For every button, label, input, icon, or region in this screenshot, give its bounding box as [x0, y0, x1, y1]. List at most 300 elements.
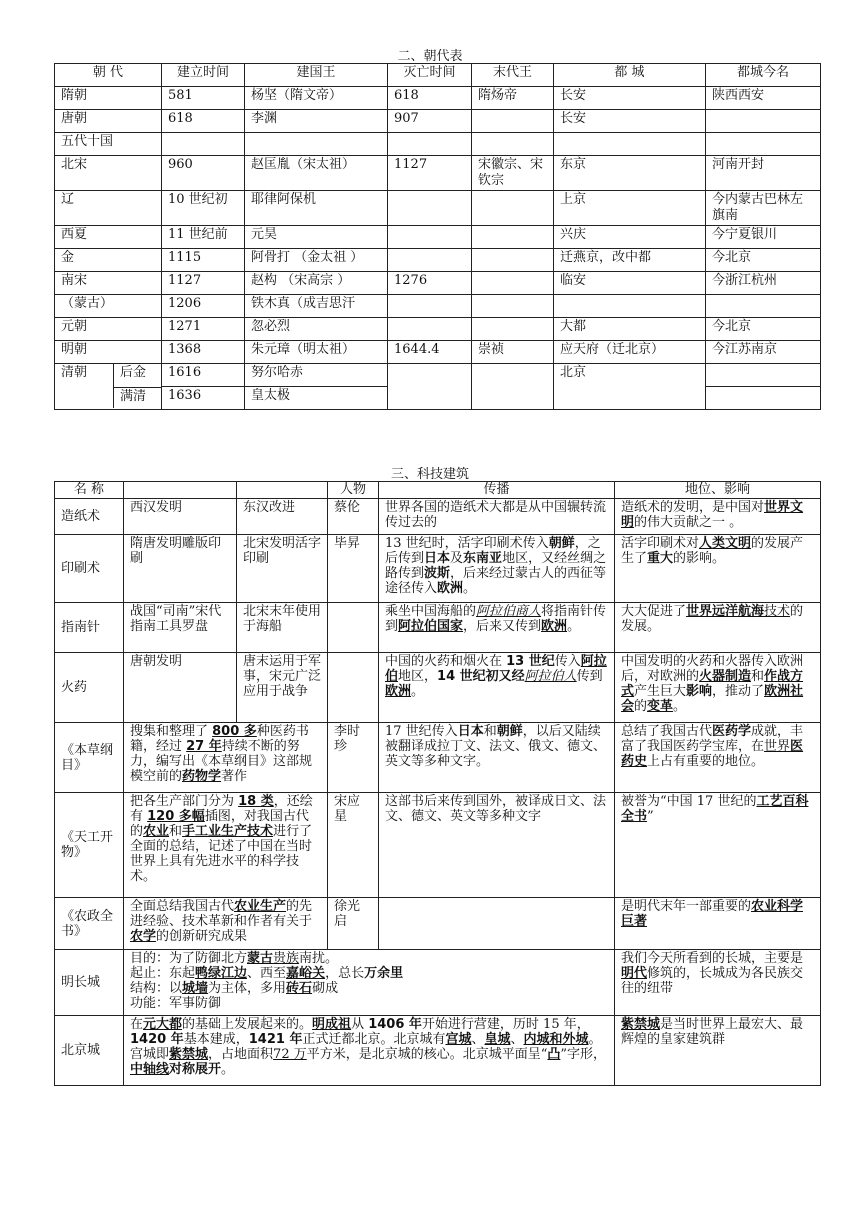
table-row	[55, 499, 821, 535]
key-term: 14 世纪初又经	[437, 669, 525, 684]
dynasty-name: 明朝	[55, 341, 162, 364]
sub-dynasty-name: 满清	[120, 389, 147, 404]
spread-text	[379, 535, 615, 603]
text-run: 地区，又经丝绸之路传到	[385, 551, 607, 581]
text-run: 、	[471, 1032, 485, 1047]
item-name: 明长城	[55, 950, 124, 1016]
modern-name: 今宁夏银川	[706, 226, 821, 249]
table-row	[55, 898, 821, 950]
text-run: 成就，丰富了我国医药学宝库，在	[621, 724, 804, 754]
founder: 努尔哈赤	[245, 364, 388, 387]
impact-text	[615, 603, 821, 653]
text-run: 中国的火药和烟火在	[385, 654, 507, 669]
text-run: 、西至	[247, 966, 287, 981]
ended-time	[388, 191, 472, 226]
last-ruler	[472, 318, 554, 341]
last-ruler	[472, 272, 554, 295]
header-blank-1	[124, 482, 237, 499]
key-term: 日本	[424, 551, 451, 566]
spread-text	[379, 653, 615, 723]
modern-name: 今浙江杭州	[706, 272, 821, 295]
dynasty-header-row	[55, 64, 821, 87]
dynasty-name: 五代十国	[55, 133, 162, 156]
tech-table	[54, 481, 821, 1086]
key-term: 农业科学巨著	[621, 899, 804, 929]
item-name: 北京城	[55, 1016, 124, 1086]
key-term: 作战方式	[621, 669, 804, 699]
founded-time: 960	[162, 156, 245, 191]
key-term: 世界文明	[621, 500, 804, 530]
capital: 迁燕京，改中都	[554, 249, 706, 272]
modern-name	[706, 387, 821, 410]
key-term: 技术	[764, 604, 791, 619]
content-text	[124, 723, 328, 793]
sub-dynasty-name: 后金	[114, 364, 161, 388]
text-run: 的发展。	[621, 604, 804, 634]
development-stage: 北宋末年使用于海船	[237, 603, 328, 653]
key-term: 1406 年	[368, 1017, 422, 1032]
header-person: 人物	[328, 482, 379, 499]
table-row	[55, 535, 821, 603]
impact-text	[615, 499, 821, 535]
key-term: 内城和外城	[523, 1032, 589, 1047]
table-row	[55, 653, 821, 723]
impact-text	[615, 950, 821, 1016]
key-term: 手工业生产技术	[182, 824, 274, 839]
modern-name	[706, 295, 821, 318]
text-run: 13 世纪时，活字印刷术传入	[385, 536, 549, 551]
dynasty-name: 西夏	[55, 226, 162, 249]
ended-time: 618	[388, 87, 472, 110]
text-run: 乘坐中国海船的	[385, 604, 477, 619]
key-term: 明成祖	[312, 1017, 352, 1032]
key-term: 明代	[621, 966, 648, 981]
dynasty-name: 北宋	[55, 156, 162, 191]
table-row	[55, 1016, 821, 1086]
header-capital: 都 城	[554, 64, 706, 87]
person: 宋应星	[328, 793, 379, 898]
development-stage: 唐末运用于军事，宋元广泛应用于战争	[237, 653, 328, 723]
spread-text: 这部书后来传到国外，被译成日文、法文、德文、英文等多种文字	[379, 793, 615, 898]
key-term: 凸	[547, 1047, 561, 1062]
last-ruler: 宋徽宗、宋钦宗	[472, 156, 554, 191]
text-run: 和	[751, 669, 765, 684]
capital: 临安	[554, 272, 706, 295]
table-row	[55, 87, 821, 110]
ended-time: 907	[388, 110, 472, 133]
key-term: 日本	[457, 724, 484, 739]
table-row	[55, 603, 821, 653]
text-run: 著作	[221, 769, 248, 784]
text-run: 正式迁都北京。北京城有	[302, 1032, 446, 1047]
header-ended: 灭亡时间	[388, 64, 472, 87]
modern-name: 今江苏南京	[706, 341, 821, 364]
dynasty-table-title: 二、朝代表	[397, 49, 463, 64]
dynasty-name: 清朝	[55, 364, 114, 408]
founder	[245, 133, 388, 156]
table-row	[55, 723, 821, 793]
item-name: 《天工开物》	[55, 793, 124, 898]
last-ruler	[472, 133, 554, 156]
text-run: 种医药书籍，经过	[130, 724, 309, 754]
text-run: ，还绘有	[130, 794, 313, 824]
key-term: 火器制造	[699, 669, 752, 684]
header-name: 名 称	[55, 482, 124, 499]
key-term: 欧洲	[541, 619, 568, 634]
key-term: 中轴线	[130, 1062, 170, 1077]
ended-time: 1644.4	[388, 341, 472, 364]
founded-time: 11 世纪前	[162, 226, 245, 249]
last-ruler	[472, 364, 554, 410]
header-modern-name: 都城今名	[706, 64, 821, 87]
table-row	[55, 249, 821, 272]
header-impact: 地位、影响	[615, 482, 821, 499]
key-term: 世界远洋航海	[686, 604, 765, 619]
capital: 应天府（迁北京）	[554, 341, 706, 364]
key-term: 贵族	[273, 951, 300, 966]
development-stage: 北宋发明活字印刷	[237, 535, 328, 603]
content-text	[124, 898, 328, 950]
spread-text	[379, 603, 615, 653]
person: 毕昇	[328, 535, 379, 603]
founded-time: 581	[162, 87, 245, 110]
invention-stage: 隋唐发明雕版印刷	[124, 535, 237, 603]
function-line: 功能：军事防御	[130, 996, 222, 1011]
key-term: 对称展开	[169, 1062, 222, 1077]
text-run: 的基础上发展起来的。	[182, 1017, 313, 1032]
last-ruler	[472, 295, 554, 318]
key-term: 万余里	[364, 966, 404, 981]
text-run: 和	[483, 724, 497, 739]
founded-time: 1127	[162, 272, 245, 295]
text-run: 的发展产生了	[621, 536, 804, 566]
text-run: 。	[411, 684, 425, 699]
text-run: 总结了我国古代	[621, 724, 713, 739]
key-term: 鸭绿江边	[195, 966, 248, 981]
capital: 上京	[554, 191, 706, 226]
key-term: 1421 年	[248, 1032, 303, 1047]
table-row	[55, 793, 821, 898]
dynasty-name: 元朝	[55, 318, 162, 341]
key-term: 世界	[764, 739, 791, 754]
text-run: 传到	[576, 669, 603, 684]
key-term: 农业	[143, 824, 170, 839]
text-run: 在	[130, 1017, 144, 1032]
key-term: 东南亚	[463, 551, 503, 566]
text-run: ，以后又陆续被翻译成拉丁文、法文、俄文、德文、英文等多种文字。	[385, 724, 607, 769]
capital: 长安	[554, 87, 706, 110]
modern-name: 河南开封	[706, 156, 821, 191]
founder: 皇太极	[245, 387, 388, 410]
founder: 铁木真（成吉思汗	[245, 295, 388, 318]
ended-time	[388, 318, 472, 341]
text-run: 的伟大贡献之一 。	[634, 515, 743, 530]
key-term: 欧洲社会	[621, 684, 804, 714]
ended-time	[388, 226, 472, 249]
last-ruler	[472, 110, 554, 133]
text-run: 。宫城即	[130, 1032, 602, 1062]
text-run: 是当时世界上最宏大、最辉煌的皇家建筑群	[621, 1017, 804, 1047]
founder: 忽必烈	[245, 318, 388, 341]
key-term: 72 万	[273, 1047, 307, 1062]
key-term: 朝鲜	[496, 724, 523, 739]
text-run: 活字印刷术对	[621, 536, 700, 551]
extent-line	[130, 966, 608, 981]
ended-time	[388, 364, 472, 410]
text-run: 将指南针传到	[385, 604, 607, 634]
ended-time	[388, 133, 472, 156]
founder: 李渊	[245, 110, 388, 133]
text-run: ，总长	[325, 966, 365, 981]
last-ruler: 崇祯	[472, 341, 554, 364]
modern-name: 今内蒙古巴林左旗南	[706, 191, 821, 226]
text-run: 搜集和整理了	[130, 724, 213, 739]
key-term: 13 世纪	[506, 654, 555, 669]
text-run: 大大促进了	[621, 604, 687, 619]
capital: 东京	[554, 156, 706, 191]
text-run: 上占有重要的地位。	[647, 754, 765, 769]
key-term: 工艺百科全书	[621, 794, 809, 824]
dynasty-name: （蒙古）	[55, 295, 162, 318]
text-run: ”	[647, 809, 654, 824]
text-run: 把各生产部门分为	[130, 794, 239, 809]
spread-text	[379, 723, 615, 793]
text-run: 地区，	[398, 669, 438, 684]
spread-text	[379, 898, 615, 950]
founded-time: 1636	[162, 387, 245, 410]
content-text	[124, 793, 328, 898]
person	[328, 603, 379, 653]
header-founded: 建立时间	[162, 64, 245, 87]
person	[328, 653, 379, 723]
key-term: 城墙	[182, 981, 209, 996]
text-run: 平方米，是北京城的核心。北京城平面呈“	[306, 1047, 548, 1062]
person: 蔡伦	[328, 499, 379, 535]
founder: 杨坚（隋文帝）	[245, 87, 388, 110]
ended-time	[388, 295, 472, 318]
text-run: 中国发明的火药和火器传入欧洲后，对欧洲的	[621, 654, 804, 684]
key-term: 120 多幅	[147, 809, 205, 824]
founder: 赵构 （宋高宗 ）	[245, 272, 388, 295]
structure-line	[130, 981, 608, 996]
header-blank-2	[237, 482, 328, 499]
text-run: 的创新研究成果	[156, 929, 248, 944]
dynasty-name: 南宋	[55, 272, 162, 295]
table-row	[55, 364, 821, 387]
development-stage: 东汉改进	[237, 499, 328, 535]
founded-time: 618	[162, 110, 245, 133]
person: 徐光启	[328, 898, 379, 950]
last-ruler	[472, 191, 554, 226]
key-term: 皇城	[484, 1032, 511, 1047]
ended-time: 1127	[388, 156, 472, 191]
text-run: 开始进行营建，历时 15 年，	[421, 1017, 590, 1032]
text-run: 。	[463, 581, 477, 596]
capital	[554, 295, 706, 318]
impact-text	[615, 723, 821, 793]
key-term: 27 年	[186, 739, 222, 754]
table-row	[55, 341, 821, 364]
dynasty-name: 金	[55, 249, 162, 272]
capital: 长安	[554, 110, 706, 133]
purpose-line	[130, 951, 608, 966]
founder: 阿骨打 （金太祖 ）	[245, 249, 388, 272]
key-term: 嘉峪关	[286, 966, 326, 981]
text-run: 为主体，多用	[208, 981, 287, 996]
table-row	[55, 110, 821, 133]
founder: 赵匡胤（宋太祖）	[245, 156, 388, 191]
impact-text	[615, 1016, 821, 1086]
table-row	[55, 295, 821, 318]
invention-stage: 战国“司南”宋代指南工具罗盘	[124, 603, 237, 653]
last-ruler: 隋炀帝	[472, 87, 554, 110]
key-term: 影响	[686, 684, 713, 699]
modern-name: 陕西西安	[706, 87, 821, 110]
text-run: ，后来又传到	[463, 619, 542, 634]
modern-name	[706, 364, 821, 387]
founded-time: 1206	[162, 295, 245, 318]
header-spread: 传播	[379, 482, 615, 499]
text-run: 是明代末年一部重要的	[621, 899, 752, 914]
dynasty-name: 唐朝	[55, 110, 162, 133]
text-run: ，推动了	[712, 684, 765, 699]
last-ruler	[472, 249, 554, 272]
text-run: 修筑的，长城成为各民族交往的纽带	[621, 966, 804, 996]
last-ruler	[472, 226, 554, 249]
capital	[554, 133, 706, 156]
text-run: 产生巨大	[634, 684, 687, 699]
content-text	[124, 950, 615, 1016]
header-last-ruler: 末代王	[472, 64, 554, 87]
key-term: 人类文明	[699, 536, 752, 551]
text-run: 和	[169, 824, 183, 839]
text-run: 。	[221, 1062, 235, 1077]
invention-stage: 唐朝发明	[124, 653, 237, 723]
table-row	[55, 272, 821, 295]
key-term: 阿拉伯商人	[476, 604, 542, 619]
text-run: 进行了全面的总结，记述了中国在当时世界上具有先进水平的科学技术。	[130, 824, 313, 884]
tech-table-title: 三、科技建筑	[390, 467, 469, 482]
key-term: 朝鲜	[548, 536, 575, 551]
founded-time: 1368	[162, 341, 245, 364]
impact-text	[615, 898, 821, 950]
text-run: 目的：为了防御北方	[130, 951, 248, 966]
text-run: 砌成	[312, 981, 339, 996]
key-term: 农业生产	[234, 899, 287, 914]
key-term: 紫禁城	[169, 1047, 209, 1062]
table-row	[55, 156, 821, 191]
founded-time: 1271	[162, 318, 245, 341]
text-run: 全面总结我国古代	[130, 899, 235, 914]
key-term: 1420 年	[130, 1032, 184, 1047]
text-run: 的	[634, 699, 648, 714]
key-term: 药物学	[182, 769, 222, 784]
text-run: 结构：以	[130, 981, 183, 996]
founded-time: 10 世纪初	[162, 191, 245, 226]
table-row	[55, 133, 821, 156]
key-term: 变革	[647, 699, 674, 714]
key-term: 医药史	[621, 739, 804, 769]
table-row	[55, 950, 821, 1016]
text-run: 传入	[554, 654, 581, 669]
founder: 耶律阿保机	[245, 191, 388, 226]
text-run: 。	[673, 699, 687, 714]
dynasty-name: 辽	[55, 191, 162, 226]
qing-cell	[55, 364, 162, 410]
text-run: 的先进经验、技术革新和作者有关于	[130, 899, 313, 929]
modern-name: 今北京	[706, 249, 821, 272]
dynasty-table	[54, 63, 821, 410]
item-name: 《农政全书》	[55, 898, 124, 950]
capital: 北京	[554, 364, 706, 410]
invention-stage: 西汉发明	[124, 499, 237, 535]
text-run: 、	[510, 1032, 524, 1047]
capital: 兴庆	[554, 226, 706, 249]
key-term: 蒙古	[247, 951, 274, 966]
tech-header-row	[55, 482, 821, 499]
dynasty-name: 隋朝	[55, 87, 162, 110]
key-term: 砖石	[286, 981, 313, 996]
key-term: 阿拉伯国家	[398, 619, 464, 634]
key-term: 元大都	[143, 1017, 183, 1032]
key-term: 欧洲	[385, 684, 412, 699]
text-run: ”字形，	[560, 1047, 607, 1062]
spread-text: 世界各国的造纸术大都是从中国辗转流传过去的	[379, 499, 615, 535]
table-row	[55, 191, 821, 226]
key-term: 医药学	[712, 724, 752, 739]
impact-text	[615, 653, 821, 723]
text-run: 及	[450, 551, 464, 566]
founded-time: 1616	[162, 364, 245, 387]
ended-time	[388, 249, 472, 272]
text-run: 被誉为“中国 17 世纪的	[621, 794, 757, 809]
ended-time: 1276	[388, 272, 472, 295]
key-term: 重大	[647, 551, 674, 566]
text-run: 我们今天所看到的长城，主要是	[621, 951, 804, 966]
item-name: 造纸术	[55, 499, 124, 535]
text-run: 起止：东起	[130, 966, 196, 981]
key-term: 波斯	[424, 566, 451, 581]
text-run: 。	[567, 619, 581, 634]
modern-name	[706, 110, 821, 133]
text-run: 南扰。	[299, 951, 339, 966]
founder: 朱元璋（明太祖）	[245, 341, 388, 364]
header-dynasty: 朝 代	[55, 64, 162, 87]
text-run: 的影响。	[673, 551, 726, 566]
content-text	[124, 1016, 615, 1086]
item-name: 火药	[55, 653, 124, 723]
item-name: 印刷术	[55, 535, 124, 603]
key-term: 阿拉伯	[385, 654, 607, 684]
text-run: 插图，对我国古代的	[130, 809, 309, 839]
text-run: 造纸术的发明，是中国对	[621, 500, 765, 515]
founded-time	[162, 133, 245, 156]
item-name: 指南针	[55, 603, 124, 653]
text-run: 基本建成，	[183, 1032, 249, 1047]
capital: 大都	[554, 318, 706, 341]
text-run: ，之后传到	[385, 536, 601, 566]
table-row	[55, 318, 821, 341]
modern-name: 今北京	[706, 318, 821, 341]
modern-name	[706, 133, 821, 156]
key-term: 18 类	[238, 794, 274, 809]
text-run: 17 世纪传入	[385, 724, 458, 739]
key-term: 阿拉伯人	[524, 669, 577, 684]
key-term: 宫城	[445, 1032, 472, 1047]
item-name: 《本草纲目》	[55, 723, 124, 793]
founded-time: 1115	[162, 249, 245, 272]
impact-text	[615, 793, 821, 898]
